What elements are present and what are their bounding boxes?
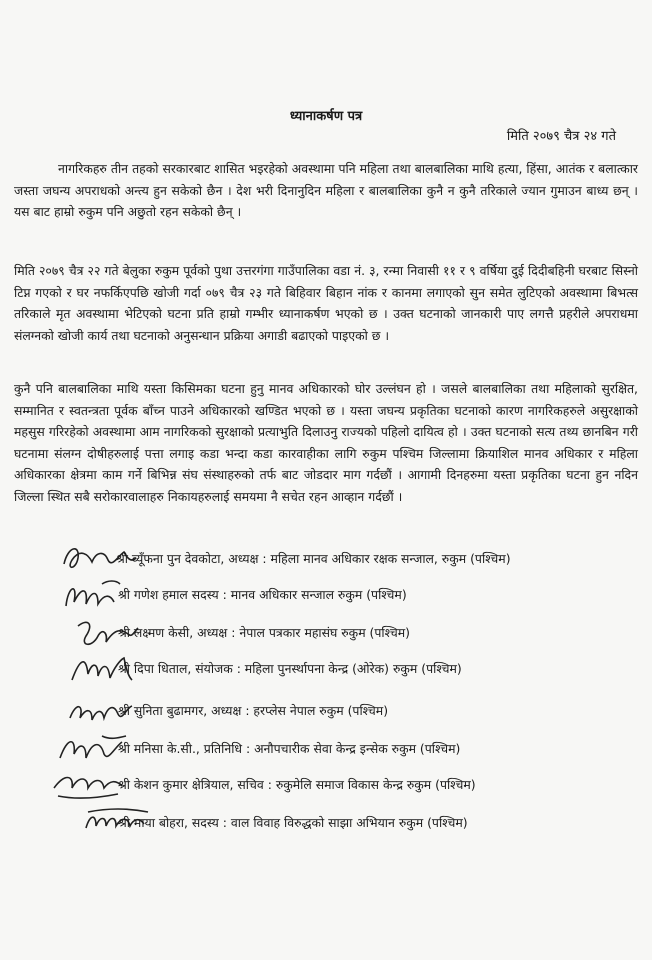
signatory-row-3 xyxy=(0,614,652,648)
signatory-row-2 xyxy=(0,576,652,610)
signatory-line: श्री गणेश हमाल सदस्य : मानव अधिकार सन्जाल रुकुम (पश्चिम) xyxy=(118,587,407,602)
handwritten-signature xyxy=(48,766,128,804)
signatory-row-5 xyxy=(0,692,652,726)
signatory-line: श्री व्यूँफना पुन देवकोटा, अध्यक्ष : महिला मानव अधिकार रक्षक सन्जाल, रुकुम (पश्चिम) xyxy=(116,551,511,566)
signatory-line: श्री सुनिता बुढामगर, अध्यक्ष : हरप्लेस नेपाल रुकुम (पश्चिम) xyxy=(118,703,389,718)
letter-date: मिति २०७९ चैत्र २४ गते xyxy=(506,129,616,144)
signatory-row-1 xyxy=(0,540,652,574)
signatory-line: श्री केशन कुमार क्षेत्रियाल, सचिव : रुकुमेलि समाज विकास केन्द्र रुकुम (पश्चिम) xyxy=(118,777,476,792)
signatory-row-6 xyxy=(0,730,652,764)
signatory-row-4 xyxy=(0,650,652,684)
signatory-row-8 xyxy=(0,804,652,838)
signatory-line: श्री दिपा धिताल, संयोजक : महिला पुनर्स्थापना केन्द्र (ओरेक) रुकुम (पश्चिम) xyxy=(118,661,462,676)
paragraph-3: कुनै पनि बालबालिका माथि यस्ता किसिमका घटना हुनु मानव अधिकारको घोर उल्लंघन हो । जसले बालबालिका तथा महिलाको सुरक्षित, सम्मानित र स्वतन्त्रता पूर्वक बाँच्न पाउने अधिकारको खण्डित भएको छ । यस्ता जघन्य प्रकृतिका घटनाको कारण नागरिकहरुले असुरक्षाको महसुस गरिरहेको अवस्थामा आम नागरिकको सुरक्षाको प्रत्याभुति दिलाउनु राज्यको पहिलो दायित्व हो । उक्त घटनाको सत्य तथ्य छानबिन गरी घटनामा संलग्न दोषीहरुलाई पत्ता लगाइ कडा भन्दा कडा कारवाहीका लागि रुकुम पश्चिम जिल्लामा क्रियाशिल मानव अधिकार र महिला अधिकारका क्षेत्रमा काम गर्ने बिभिन्न संघ संस्थाहरुको तर्फ बाट जोडदार माग गर्दछौं । आगामी दिनहरुमा यस्ता प्रकृतिका घटना हुन नदिन जिल्ला स्थित सबै सरोकारवालाहरु निकायहरुलाई समयमा नै सचेत रहन आव्हान गर्दछौं । xyxy=(14,381,638,504)
signatory-line: श्री माया बोहरा, सदस्य : वाल विवाह विरुद्धको साझा अभियान रुकुम (पश्चिम) xyxy=(118,815,468,830)
letter-title: ध्यानाकर्षण पत्र xyxy=(289,109,363,124)
signatory-row-7 xyxy=(0,766,652,800)
signatory-line: श्री मनिसा के.सी., प्रतिनिधि : अनौपचारीक सेवा केन्द्र इन्सेक रुकुम (पश्चिम) xyxy=(118,741,461,756)
paragraph-1: नागरिकहरु तीन तहको सरकारबाट शासित भइरहेको अवस्थामा पनि महिला तथा बालबालिका माथि हत्या, हिंसा, आतंक र बलात्कार जस्ता जघन्य अपराधको अन्त्य हुन सकेको छैन । देश भरी दिनानुदिन महिला र बालबालिका कुनै न कुनै तरिकाले ज्यान गुमाउन बाध्य छन् । यस बाट हाम्रो रुकुम पनि अछुतो रहन सकेको छैन् । xyxy=(14,161,638,219)
signatory-line: श्री लक्ष्मण केसी, अध्यक्ष : नेपाल पत्रकार महासंघ रुकुम (पश्चिम) xyxy=(118,625,411,640)
paragraph-2: मिति २०७९ चैत्र २२ गते बेलुका रुकुम पूर्वको पुथा उत्तरगंगा गाउँपालिका वडा नं. ३, रन्मा निवासी ११ र ९ वर्षिया दुई दिदीबहिनी घरबाट सिस्नो टिप्न गएको र घर नफर्किएपछि खोजी गर्दा ०७९ चैत्र २३ गते बिहिवार बिहान नांक र कानमा लगाएको सुन समेत लुटिएको अवस्थामा बिभत्स तरिकाले मृत अवस्थामा भेटिएको घटना प्रति हाम्रो गम्भीर ध्यानाकर्षण भएको छ । उक्त घटनाको जानकारी पाए लगत्तै प्रहरीले अपराधमा संलग्नको खोजी कार्य तथा घटनाको अनुसन्धान प्रक्रिया अगाडी बढाएको पाइएको छ । xyxy=(14,263,638,343)
